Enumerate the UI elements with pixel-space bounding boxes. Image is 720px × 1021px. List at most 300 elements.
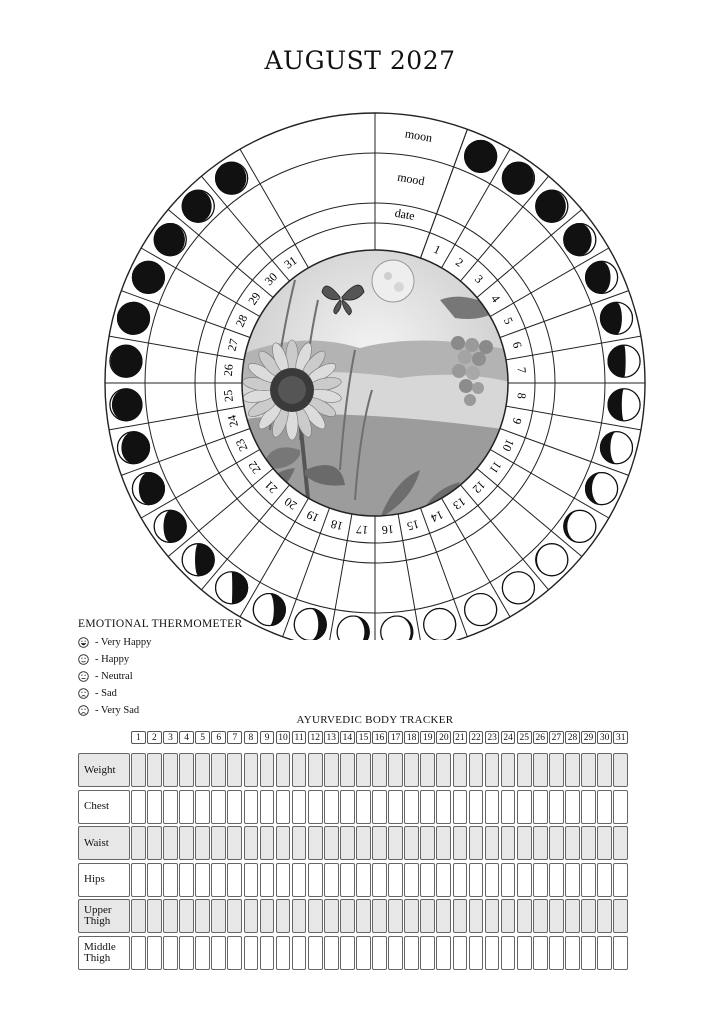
date-label: 10 [499, 436, 518, 454]
moon-phase-icon [600, 302, 632, 334]
sad-face-icon [78, 688, 89, 699]
tracker-cell[interactable] [260, 790, 275, 824]
tracker-cell[interactable] [501, 899, 516, 933]
tracker-cell[interactable] [565, 790, 580, 824]
tracker-cell[interactable] [533, 936, 548, 970]
date-label: 9 [509, 416, 525, 426]
tracker-cell[interactable] [131, 826, 146, 860]
moon-phase-icon [600, 432, 632, 464]
tracker-cell[interactable] [340, 826, 355, 860]
tracker-cell[interactable] [517, 826, 532, 860]
tracker-cell[interactable] [565, 936, 580, 970]
tracker-cell[interactable] [420, 863, 435, 897]
tracker-cell[interactable] [597, 753, 612, 787]
tracker-cell[interactable] [179, 936, 194, 970]
tracker-cell[interactable] [324, 936, 339, 970]
date-label: 30 [261, 269, 281, 289]
tracker-cell[interactable] [549, 826, 564, 860]
tracker-cell[interactable] [308, 753, 323, 787]
tracker-cell[interactable] [276, 826, 291, 860]
tracker-cell[interactable] [292, 826, 307, 860]
tracker-cell[interactable] [453, 790, 468, 824]
moon-phase-icon [110, 345, 142, 377]
legend-title: EMOTIONAL THERMOMETER [78, 618, 243, 630]
tracker-title: AYURVEDIC BODY TRACKER [296, 714, 454, 726]
tracker-cell[interactable] [260, 753, 275, 787]
day-number: 25 [517, 731, 532, 744]
tracker-row [78, 899, 628, 933]
full-moon-illustration [372, 260, 414, 302]
tracker-cell[interactable] [276, 936, 291, 970]
tracker-row [78, 936, 628, 970]
day-number: 24 [501, 731, 516, 744]
moon-phase-icon [465, 140, 497, 172]
date-label: 15 [405, 516, 421, 534]
tracker-cell[interactable] [517, 753, 532, 787]
tracker-cell[interactable] [260, 863, 275, 897]
date-label: 6 [509, 340, 525, 350]
moon-phase-icon [424, 608, 456, 640]
tracker-cell[interactable] [613, 863, 628, 897]
tracker-cell[interactable] [533, 863, 548, 897]
tracker-cell[interactable] [613, 826, 628, 860]
tracker-cell[interactable] [244, 826, 259, 860]
date-label: 18 [329, 516, 345, 534]
tracker-cell[interactable] [404, 899, 419, 933]
tracker-cell[interactable] [581, 936, 596, 970]
legend-item [78, 685, 242, 702]
tracker-cell[interactable] [420, 936, 435, 970]
neutral-face-icon [78, 671, 89, 682]
day-number: 21 [453, 731, 468, 744]
tracker-cell[interactable] [372, 826, 387, 860]
tracker-cell[interactable] [211, 863, 226, 897]
tracker-cell[interactable] [340, 790, 355, 824]
tracker-cell[interactable] [147, 863, 162, 897]
tracker-cell[interactable] [420, 826, 435, 860]
date-label: 17 [355, 522, 369, 538]
tracker-cell[interactable] [163, 753, 178, 787]
tracker-cell[interactable] [324, 826, 339, 860]
tracker-cell[interactable] [549, 753, 564, 787]
tracker-cell[interactable] [163, 899, 178, 933]
tracker-cell[interactable] [565, 753, 580, 787]
very-happy-face-icon [78, 637, 89, 648]
tracker-cell[interactable] [163, 790, 178, 824]
moon-phase-icon [502, 162, 534, 194]
day-number: 4 [179, 731, 194, 744]
day-number: 20 [436, 731, 451, 744]
tracker-cell[interactable] [195, 863, 210, 897]
day-number: 2 [147, 731, 162, 744]
tracker-cell[interactable] [308, 936, 323, 970]
tracker-cell[interactable] [308, 826, 323, 860]
tracker-cell[interactable] [533, 790, 548, 824]
tracker-cell[interactable] [581, 753, 596, 787]
moon-phase-icon [182, 544, 214, 576]
tracker-cell[interactable] [469, 936, 484, 970]
tracker-cell[interactable] [469, 899, 484, 933]
day-number: 19 [420, 731, 435, 744]
tracker-cell[interactable] [227, 863, 242, 897]
tracker-cell[interactable] [292, 936, 307, 970]
tracker-cell[interactable] [195, 826, 210, 860]
tracker-cell[interactable] [404, 753, 419, 787]
date-label: 14 [428, 507, 446, 526]
date-label: 1 [431, 241, 443, 258]
tracker-cell[interactable] [147, 826, 162, 860]
tracker-cell[interactable] [292, 863, 307, 897]
tracker-cell[interactable] [308, 790, 323, 824]
date-label: 21 [261, 477, 281, 497]
date-label: 23 [232, 436, 251, 454]
legend-item [78, 634, 242, 651]
day-number: 16 [372, 731, 387, 744]
tracker-cell[interactable] [356, 899, 371, 933]
tracker-cell[interactable] [517, 790, 532, 824]
tracker-cell[interactable] [340, 936, 355, 970]
tracker-cell[interactable] [565, 863, 580, 897]
legend-item-label: - Happy [95, 654, 130, 665]
tracker-cell[interactable] [324, 863, 339, 897]
tracker-cell[interactable] [227, 936, 242, 970]
day-number: 6 [211, 731, 226, 744]
tracker-cell[interactable] [276, 790, 291, 824]
tracker-cell[interactable] [131, 863, 146, 897]
date-label: 25 [220, 389, 236, 403]
tracker-cell[interactable] [211, 826, 226, 860]
tracker-cell[interactable] [195, 899, 210, 933]
date-label: 4 [488, 292, 504, 306]
day-number: 22 [469, 731, 484, 744]
tracker-cell[interactable] [244, 753, 259, 787]
tracker-cell[interactable] [372, 936, 387, 970]
legend-item [78, 651, 242, 668]
day-number: 18 [404, 731, 419, 744]
tracker-cell[interactable] [581, 863, 596, 897]
tracker-cell[interactable] [436, 790, 451, 824]
tracker-cell[interactable] [388, 790, 403, 824]
tracker-cell[interactable] [356, 753, 371, 787]
tracker-cell[interactable] [179, 826, 194, 860]
tracker-cell[interactable] [147, 899, 162, 933]
day-number: 8 [244, 731, 259, 744]
moon-phase-icon [536, 190, 568, 222]
date-label: 2 [452, 254, 466, 270]
tracker-cell[interactable] [147, 790, 162, 824]
tracker-cell[interactable] [581, 826, 596, 860]
tracker-cell[interactable] [581, 899, 596, 933]
tracker-cell[interactable] [260, 936, 275, 970]
moon-phase-icon [154, 510, 186, 542]
page-title: AUGUST 2027 [264, 46, 456, 75]
tracker-row-label: Chest [78, 790, 130, 824]
emotional-thermometer-legend [78, 618, 242, 719]
date-label: 11 [486, 458, 505, 477]
tracker-cell[interactable] [179, 899, 194, 933]
tracker-cell[interactable] [404, 936, 419, 970]
moon-phase-icon [337, 616, 369, 640]
tracker-cell[interactable] [436, 936, 451, 970]
tracker-cell[interactable] [227, 899, 242, 933]
tracker-cell[interactable] [420, 753, 435, 787]
day-number: 27 [549, 731, 564, 744]
moon-phase-icon [586, 473, 618, 505]
date-label: 26 [220, 363, 236, 377]
tracker-cell[interactable] [469, 790, 484, 824]
tracker-cell[interactable] [501, 936, 516, 970]
moon-phase-icon [118, 302, 150, 334]
moon-phase-icon [465, 594, 497, 626]
tracker-cell[interactable] [179, 863, 194, 897]
tracker-row [78, 753, 628, 787]
tracker-cell[interactable] [485, 899, 500, 933]
tracker-cell[interactable] [485, 826, 500, 860]
tracker-cell[interactable] [356, 936, 371, 970]
tracker-cell[interactable] [324, 790, 339, 824]
tracker-row-label: Waist [78, 826, 130, 860]
moon-phase-icon [564, 510, 596, 542]
day-number: 14 [340, 731, 355, 744]
tracker-cell[interactable] [485, 790, 500, 824]
body-tracker-table [78, 753, 628, 973]
tracker-cell[interactable] [211, 899, 226, 933]
tracker-cell[interactable] [179, 790, 194, 824]
tracker-cell[interactable] [147, 753, 162, 787]
day-number: 26 [533, 731, 548, 744]
day-number: 3 [163, 731, 178, 744]
tracker-cell[interactable] [147, 936, 162, 970]
tracker-cell[interactable] [453, 753, 468, 787]
tracker-cell[interactable] [469, 826, 484, 860]
tracker-cell[interactable] [227, 753, 242, 787]
tracker-cell[interactable] [404, 826, 419, 860]
tracker-cell[interactable] [597, 936, 612, 970]
moon-phase-icon [294, 608, 326, 640]
tracker-cell[interactable] [485, 753, 500, 787]
tracker-cell[interactable] [276, 863, 291, 897]
tracker-cell[interactable] [340, 899, 355, 933]
tracker-cell[interactable] [211, 936, 226, 970]
day-number: 12 [308, 731, 323, 744]
tracker-cell[interactable] [227, 790, 242, 824]
tracker-row-label: Middle Thigh [78, 936, 130, 970]
tracker-cell[interactable] [597, 899, 612, 933]
tracker-cell[interactable] [292, 790, 307, 824]
tracker-cell[interactable] [517, 936, 532, 970]
moon-phase-icon [182, 190, 214, 222]
tracker-cell[interactable] [485, 863, 500, 897]
tracker-cell[interactable] [324, 753, 339, 787]
day-number: 17 [388, 731, 403, 744]
moon-phase-icon [110, 389, 142, 421]
tracker-cell[interactable] [356, 790, 371, 824]
date-label: 8 [514, 392, 529, 400]
tracker-cell[interactable] [436, 826, 451, 860]
tracker-cell[interactable] [276, 899, 291, 933]
tracker-cell[interactable] [613, 899, 628, 933]
tracker-cell[interactable] [244, 790, 259, 824]
day-number: 1 [131, 731, 146, 744]
tracker-cell[interactable] [131, 936, 146, 970]
date-label: 12 [469, 477, 489, 497]
tracker-cell[interactable] [436, 863, 451, 897]
tracker-cell[interactable] [533, 826, 548, 860]
tracker-cell[interactable] [292, 753, 307, 787]
tracker-cell[interactable] [420, 790, 435, 824]
day-number: 23 [485, 731, 500, 744]
moon-phase-icon [564, 224, 596, 256]
tracker-row [78, 790, 628, 824]
date-ring-label: date [393, 205, 416, 223]
tracker-cell[interactable] [517, 899, 532, 933]
tracker-cell[interactable] [453, 899, 468, 933]
date-label: 27 [224, 337, 242, 353]
tracker-cell[interactable] [597, 863, 612, 897]
tracker-cell[interactable] [340, 753, 355, 787]
tracker-cell[interactable] [613, 936, 628, 970]
moon-phase-icon [502, 572, 534, 604]
tracker-cell[interactable] [356, 863, 371, 897]
tracker-cell[interactable] [485, 936, 500, 970]
tracker-cell[interactable] [388, 753, 403, 787]
moon-phase-icon [608, 389, 640, 421]
tracker-cell[interactable] [308, 863, 323, 897]
tracker-cell[interactable] [453, 863, 468, 897]
tracker-cell[interactable] [340, 863, 355, 897]
tracker-cell[interactable] [501, 863, 516, 897]
tracker-cell[interactable] [195, 936, 210, 970]
tracker-day-header [131, 731, 628, 744]
tracker-cell[interactable] [549, 936, 564, 970]
tracker-cell[interactable] [244, 899, 259, 933]
tracker-cell[interactable] [292, 899, 307, 933]
tracker-cell[interactable] [308, 899, 323, 933]
tracker-cell[interactable] [260, 899, 275, 933]
day-number: 11 [292, 731, 307, 744]
tracker-cell[interactable] [613, 753, 628, 787]
day-number: 10 [276, 731, 291, 744]
tracker-cell[interactable] [613, 790, 628, 824]
day-number: 31 [613, 731, 628, 744]
tracker-cell[interactable] [195, 790, 210, 824]
tracker-cell[interactable] [597, 826, 612, 860]
tracker-row-label: Hips [78, 863, 130, 897]
tracker-cell[interactable] [179, 753, 194, 787]
tracker-cell[interactable] [565, 899, 580, 933]
moon-phase-icon [132, 473, 164, 505]
tracker-cell[interactable] [549, 899, 564, 933]
moon-phase-icon [381, 616, 413, 640]
tracker-cell[interactable] [388, 936, 403, 970]
moon-phase-icon [586, 261, 618, 293]
moon-phase-icon [118, 432, 150, 464]
tracker-cell[interactable] [533, 753, 548, 787]
tracker-cell[interactable] [372, 753, 387, 787]
date-label: 28 [232, 312, 251, 330]
legend-item-label: - Very Happy [95, 637, 152, 648]
tracker-cell[interactable] [581, 790, 596, 824]
tracker-cell[interactable] [597, 790, 612, 824]
tracker-cell[interactable] [244, 863, 259, 897]
legend-item-label: - Neutral [95, 671, 133, 682]
tracker-cell[interactable] [517, 863, 532, 897]
tracker-cell[interactable] [163, 826, 178, 860]
day-number: 29 [581, 731, 596, 744]
tracker-cell[interactable] [404, 863, 419, 897]
tracker-row-label: Weight [78, 753, 130, 787]
moon-phase-icon [132, 261, 164, 293]
tracker-cell[interactable] [163, 863, 178, 897]
moon-phase-icon [216, 162, 248, 194]
moon-phase-icon [216, 572, 248, 604]
legend-item [78, 668, 242, 685]
tracker-cell[interactable] [131, 899, 146, 933]
day-number: 13 [324, 731, 339, 744]
tracker-cell[interactable] [244, 936, 259, 970]
tracker-cell[interactable] [501, 790, 516, 824]
tracker-cell[interactable] [195, 753, 210, 787]
tracker-cell[interactable] [163, 936, 178, 970]
tracker-cell[interactable] [501, 826, 516, 860]
moon-phase-icon [536, 544, 568, 576]
tracker-cell[interactable] [131, 753, 146, 787]
tracker-cell[interactable] [372, 863, 387, 897]
date-label: 3 [472, 271, 487, 286]
tracker-cell[interactable] [501, 753, 516, 787]
tracker-cell[interactable] [131, 790, 146, 824]
tracker-cell[interactable] [372, 899, 387, 933]
tracker-cell[interactable] [372, 790, 387, 824]
tracker-cell[interactable] [211, 753, 226, 787]
tracker-cell[interactable] [469, 753, 484, 787]
tracker-cell[interactable] [388, 826, 403, 860]
moon-phase-icon [253, 594, 285, 626]
tracker-cell[interactable] [388, 899, 403, 933]
day-number: 15 [356, 731, 371, 744]
date-label: 20 [281, 494, 300, 513]
tracker-cell[interactable] [276, 753, 291, 787]
tracker-cell[interactable] [436, 899, 451, 933]
tracker-cell[interactable] [549, 790, 564, 824]
tracker-cell[interactable] [453, 936, 468, 970]
tracker-cell[interactable] [211, 790, 226, 824]
happy-face-icon [78, 654, 89, 665]
legend-item-label: - Very Sad [95, 705, 140, 716]
legend-item-label: - Sad [95, 688, 117, 699]
tracker-cell[interactable] [324, 899, 339, 933]
tracker-cell[interactable] [453, 826, 468, 860]
date-label: 13 [450, 494, 469, 513]
mood-ring-label: mood [396, 169, 426, 189]
date-label: 24 [224, 413, 242, 429]
tracker-cell[interactable] [388, 863, 403, 897]
moon-ring-label: moon [403, 126, 434, 145]
tracker-cell[interactable] [565, 826, 580, 860]
moon-phase-icon [154, 224, 186, 256]
day-number: 30 [597, 731, 612, 744]
tracker-cell[interactable] [533, 899, 548, 933]
tracker-cell[interactable] [260, 826, 275, 860]
day-number: 7 [227, 731, 242, 744]
tracker-cell[interactable] [436, 753, 451, 787]
tracker-cell[interactable] [549, 863, 564, 897]
tracker-cell[interactable] [420, 899, 435, 933]
tracker-cell[interactable] [356, 826, 371, 860]
tracker-cell[interactable] [227, 826, 242, 860]
tracker-cell[interactable] [469, 863, 484, 897]
tracker-cell[interactable] [404, 790, 419, 824]
